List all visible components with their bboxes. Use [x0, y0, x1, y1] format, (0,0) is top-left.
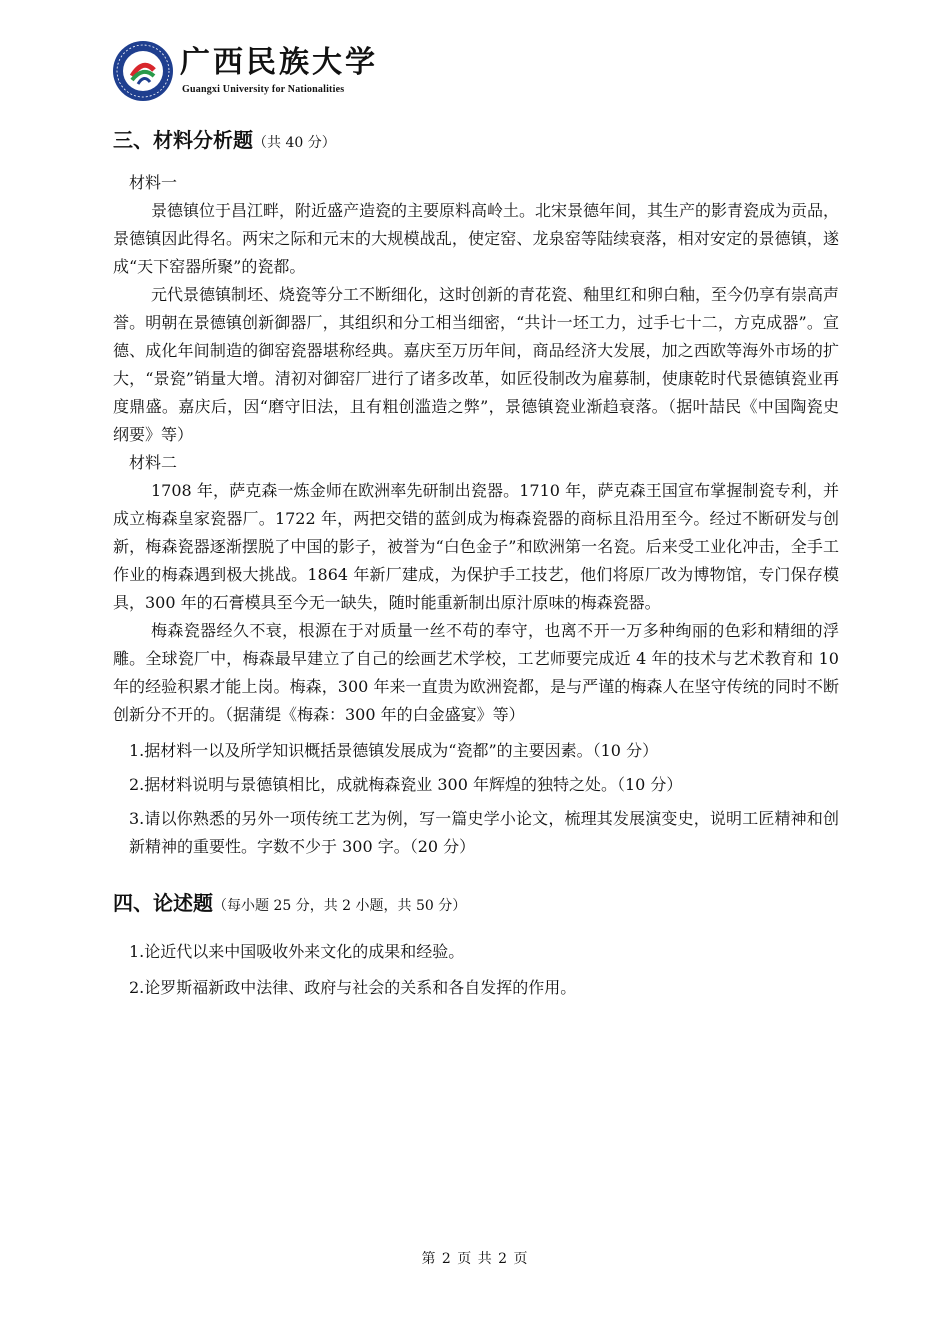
material2-paragraph: 梅森瓷器经久不衰，根源在于对质量一丝不苟的奉守，也离不开一万多种绚丽的色彩和精细的浮雕。全球瓷厂中，梅森最早建立了自己的绘画艺术学校，工艺师要完成近 4 年的技术与艺术教育和 10 年的经验积累才能上岗。梅森，300 年来一直贵为欧洲瓷都，是与严谨的梅森人在坚守传统的同时不断创新分不开的。（据蒲缇《梅森：300 年的白金盛宴》等）: [113, 621, 839, 724]
section3-title: 三、材料分析题: [113, 128, 253, 152]
material2-label: 材料二: [129, 453, 178, 472]
university-seal-icon: [112, 40, 174, 102]
section3-question: 2.据材料说明与景德镇相比，成就梅森瓷业 300 年辉煌的独特之处。（10 分）: [129, 775, 683, 794]
material1-paragraph: 元代景德镇制坯、烧瓷等分工不断细化，这时创新的青花瓷、釉里红和卵白釉，至今仍享有崇高声誉。明朝在景德镇创新御器厂，其组织和分工相当细密，“共计一坯工力，过手七十二，方克成器”。宣德、成化年间制造的御窑瓷器堪称经典。嘉庆至万历年间，商品经济大发展，加之西欧等海外市场的扩大，“景瓷”销量大增。清初对御窑厂进行了诸多改革，如匠役制改为雇募制，使康乾时代景德镇瓷业再度鼎盛。嘉庆后，因“磨守旧法，且有粗创滥造之弊”，景德镇瓷业渐趋衰落。（据叶喆民《中国陶瓷史纲要》等）: [113, 285, 840, 444]
exam-content: [113, 120, 839, 1004]
material1-label: 材料一: [129, 173, 178, 192]
material2-paragraph: 1708 年，萨克森一炼金师在欧洲率先研制出瓷器。1710 年，萨克森王国宣布掌握制瓷专利，并成立梅森皇家瓷器厂。1722 年，两把交错的蓝剑成为梅森瓷器的商标且沿用至今。经过不断研发与创新，梅森瓷器逐渐摆脱了中国的影子，被誉为“白色金子”和欧洲第一名瓷。后来受工业化冲击，全手工作业的梅森遇到极大挑战。1864 年新厂建成，为保护手工技艺，他们将原厂改为博物馆，专门保存模具，300 年的石膏模具至今无一缺失，随时能重新制出原汁原味的梅森瓷器。: [113, 481, 839, 612]
section4-subtitle: （每小题 25 分，共 2 小题，共 50 分）: [213, 898, 467, 914]
section4-question: 1.论近代以来中国吸收外来文化的成果和经验。: [129, 942, 465, 961]
section4-title: 四、论述题: [113, 891, 213, 915]
material1-paragraph: 景德镇位于昌江畔，附近盛产造瓷的主要原料高岭土。北宋景德年间，其生产的影青瓷成为贡品，景德镇因此得名。两宋之际和元末的大规模战乱，使定窑、龙泉窑等陆续衰落，相对安定的景德镇，遂成“天下窑器所聚”的瓷都。: [113, 201, 840, 276]
section4-heading: [113, 883, 839, 926]
section3-subtitle: （共 40 分）: [253, 135, 336, 151]
section4-question: 2.论罗斯福新政中法律、政府与社会的关系和各自发挥的作用。: [129, 978, 577, 997]
page-header: [112, 40, 532, 106]
section3-question: 1.据材料一以及所学知识概括景德镇发展成为“瓷都”的主要因素。（10 分）: [129, 741, 659, 760]
university-name-cn: 广西民族大学: [180, 45, 378, 80]
page-number: 第 2 页 共 2 页: [421, 1251, 529, 1267]
section3-heading: [113, 120, 839, 163]
university-name-en: Guangxi University for Nationalities: [182, 84, 345, 95]
section3-question: 3.请以你熟悉的另外一项传统工艺为例，写一篇史学小论文，梳理其发展演变史，说明工匠精神和创新精神的重要性。字数不少于 300 字。（20 分）: [129, 809, 839, 856]
